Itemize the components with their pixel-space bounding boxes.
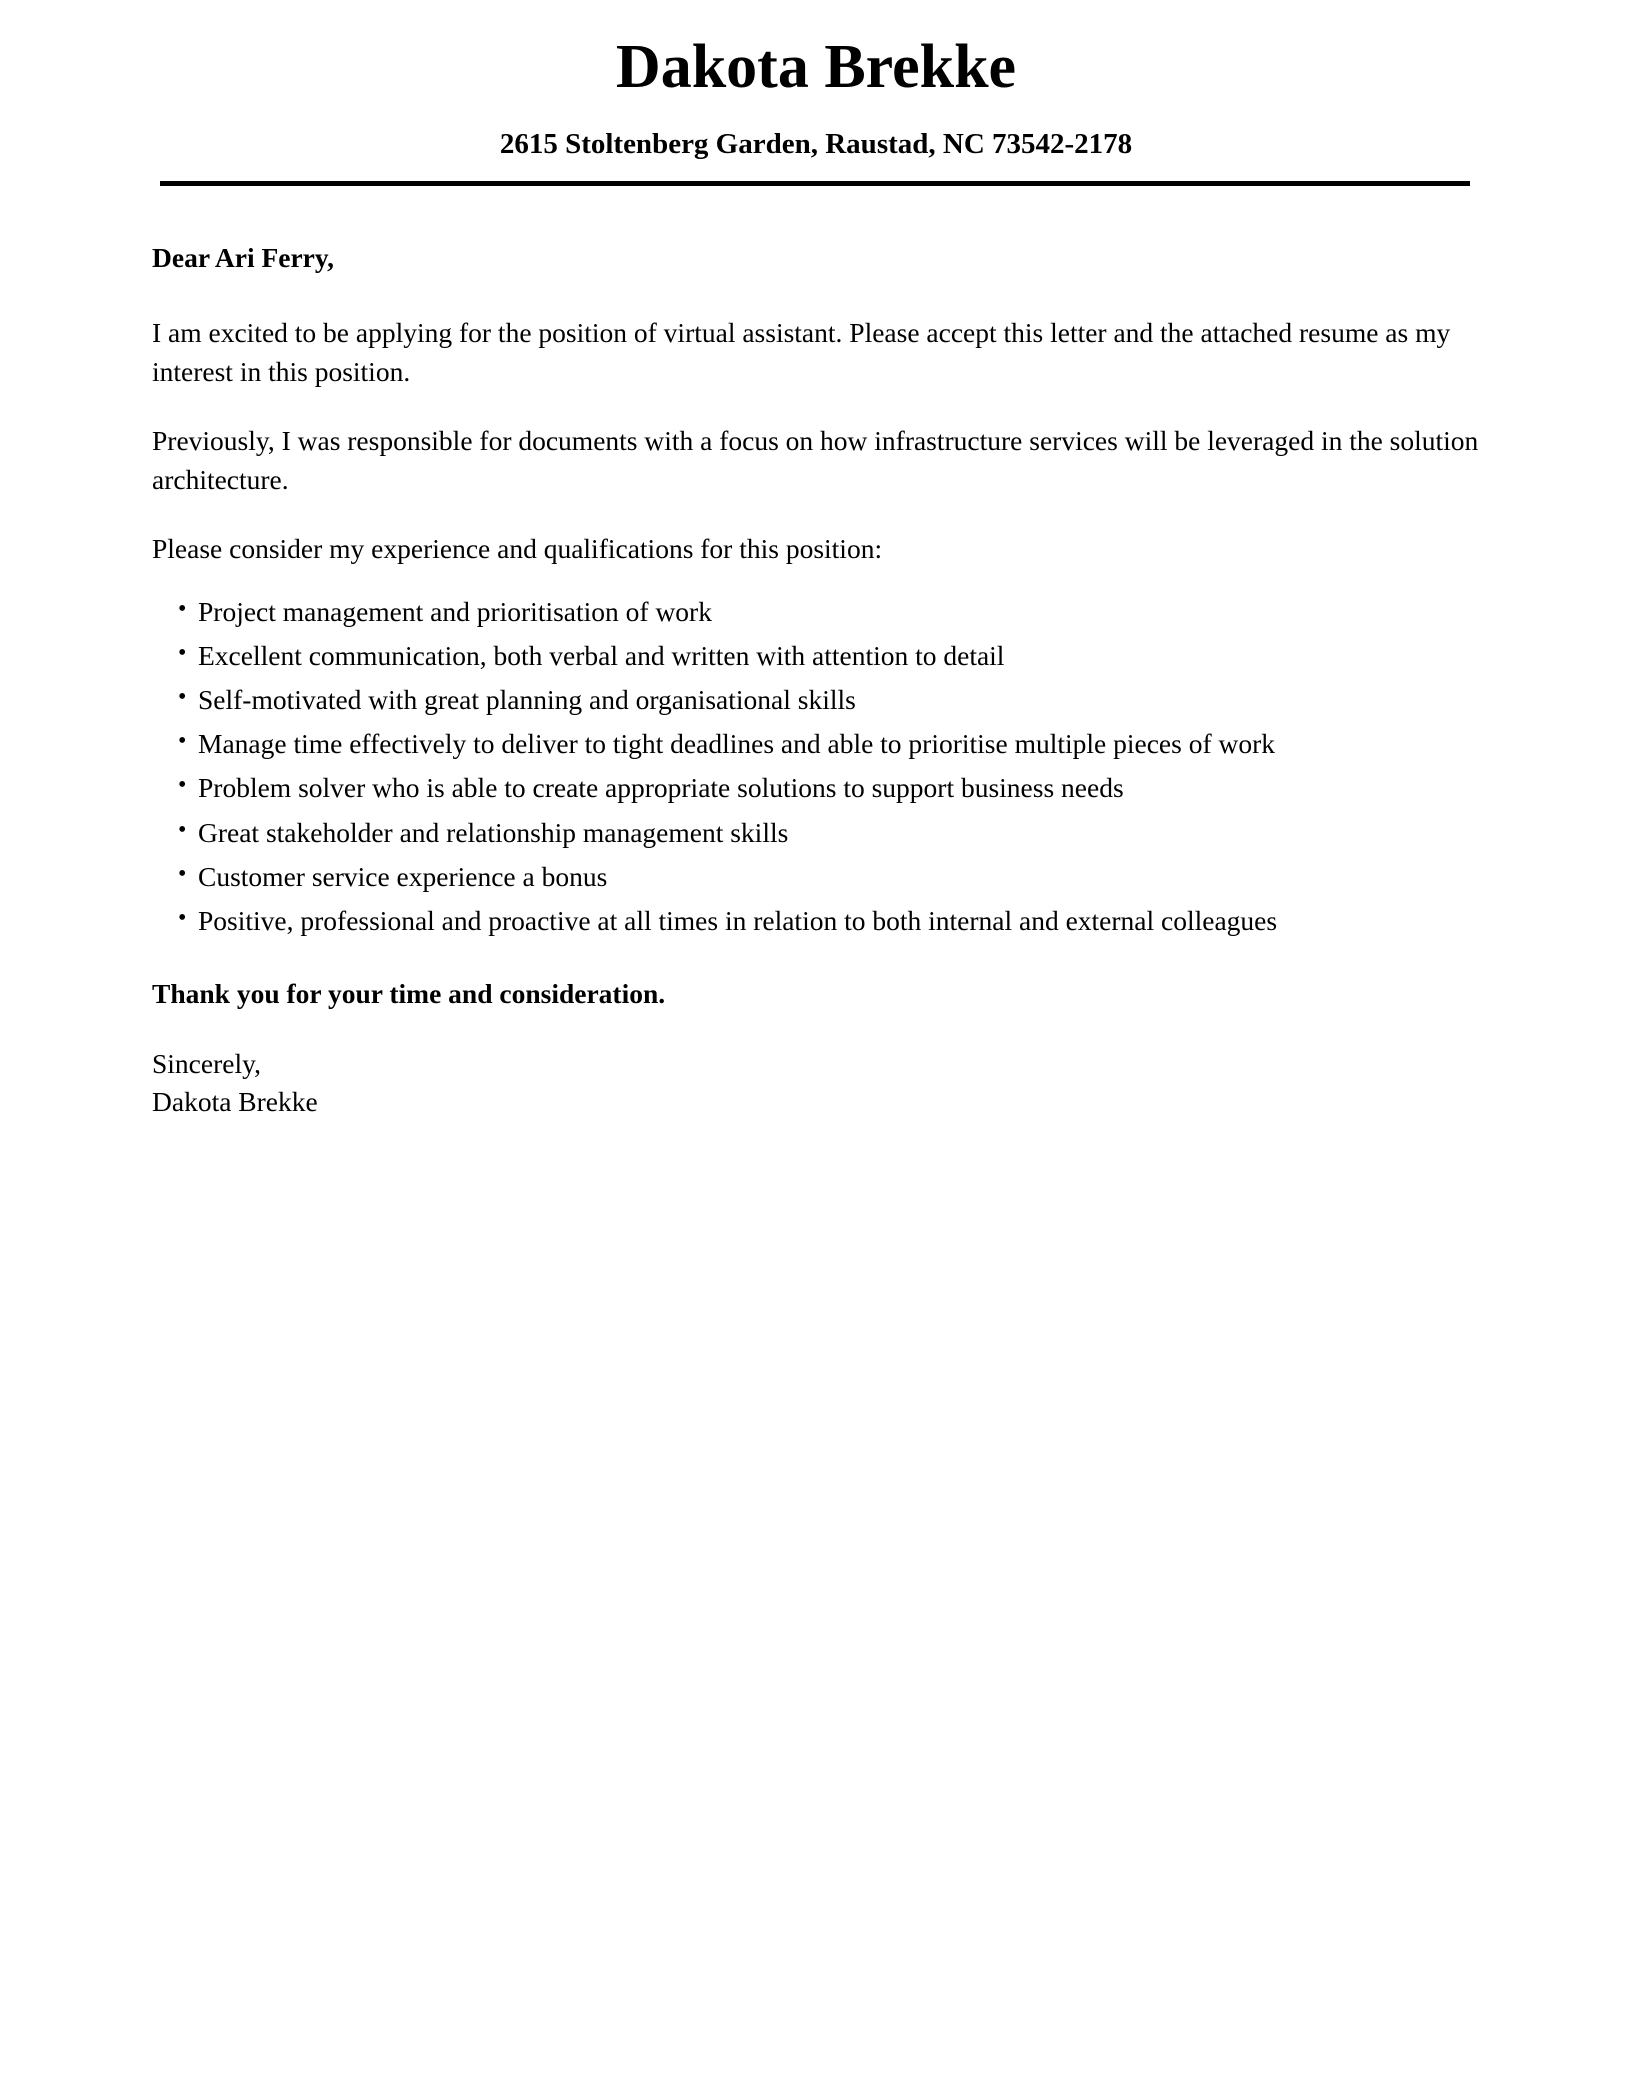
signoff-name: Dakota Brekke	[152, 1085, 318, 1117]
salutation: Dear Ari Ferry,	[152, 242, 334, 273]
list-item-text: Manage time effectively to deliver to tight deadlines and able to prioritise multiple pieces of work	[198, 728, 1276, 760]
list-item	[152, 680, 1484, 719]
letter-body	[152, 238, 1484, 1121]
bullet-icon: •	[178, 684, 187, 711]
bullet-icon: •	[178, 772, 187, 799]
list-item	[152, 857, 1484, 896]
bullet-icon: •	[178, 816, 187, 843]
sender-address: 2615 Stoltenberg Garden, Raustad, NC 73542-2178	[499, 128, 1133, 160]
bullet-icon: •	[178, 596, 187, 623]
bullet-icon: •	[178, 904, 187, 931]
qualifications-intro: Please consider my experience and qualifications for this position:	[152, 533, 883, 565]
bullet-icon: •	[178, 728, 187, 755]
list-item-text: Self-motivated with great planning and organisational skills	[198, 684, 856, 716]
list-item	[152, 901, 1484, 940]
qualifications-list	[152, 592, 1484, 939]
list-item-text: Project management and prioritisation of work	[198, 596, 712, 628]
list-item-text: Great stakeholder and relationship management skills	[198, 816, 789, 848]
list-item	[152, 768, 1484, 807]
bullet-icon: •	[178, 860, 187, 887]
sender-name: Dakota Brekke	[615, 33, 1017, 101]
list-item-text: Problem solver who is able to create appropriate solutions to support business needs	[198, 772, 1124, 804]
experience-paragraph: Previously, I was responsible for documents with a focus on how infrastructure services will be leveraged in the solution architecture.	[152, 425, 1479, 496]
signoff-closing: Sincerely,	[152, 1047, 261, 1079]
bullet-icon: •	[178, 640, 187, 667]
intro-paragraph: I am excited to be applying for the position of virtual assistant. Please accept this letter and the attached resume as my interest in this position.	[152, 317, 1451, 388]
closing-thanks: Thank you for your time and consideration.	[152, 977, 666, 1009]
letterhead	[0, 0, 1632, 186]
list-item-text: Positive, professional and proactive at all times in relation to both internal and external colleagues	[198, 904, 1278, 936]
list-item-text: Customer service experience a bonus	[198, 860, 608, 892]
header-divider	[160, 181, 1470, 186]
list-item-text: Excellent communication, both verbal and written with attention to detail	[198, 640, 1005, 672]
signoff-block	[152, 1045, 1484, 1121]
list-item	[152, 592, 1484, 631]
list-item	[152, 813, 1484, 852]
list-item	[152, 724, 1484, 763]
list-item	[152, 636, 1484, 675]
